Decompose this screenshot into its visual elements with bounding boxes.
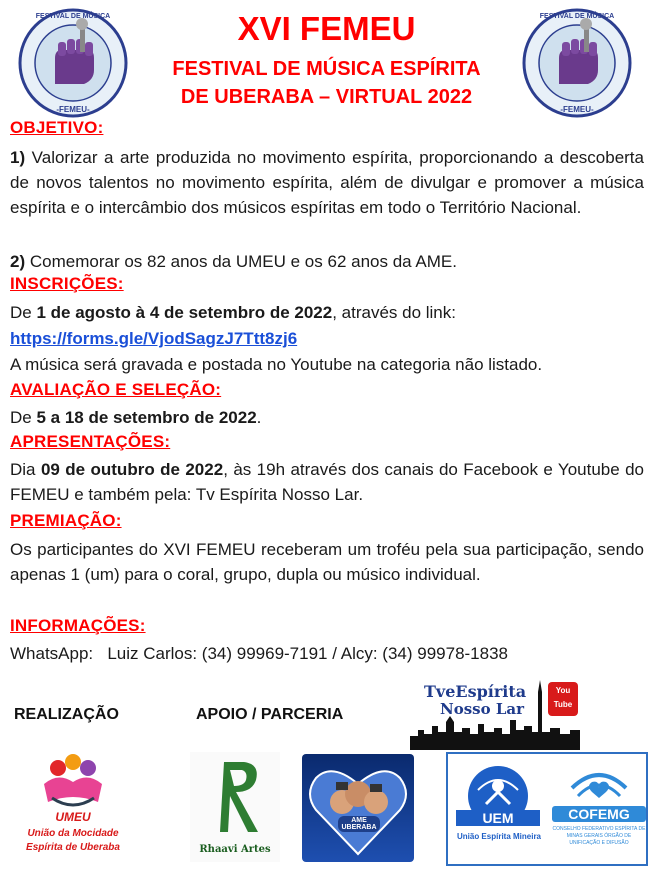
tv-espirita-logo — [410, 672, 580, 750]
page-title: XVI FEMEU — [237, 10, 416, 47]
item-text: Comemorar os 82 anos da UMEU e os 62 anos da AME. — [29, 252, 457, 271]
text-prefix: De — [10, 408, 32, 427]
subtitle-line-2: DE UBERABA – VIRTUAL 2022 — [180, 86, 473, 108]
umeu-line-2: Espírita de Uberaba — [26, 842, 120, 853]
objetivo-item-2 — [10, 249, 644, 274]
tv-espirita-line-1: TveEspírita — [424, 682, 527, 701]
item-number: 2) — [10, 252, 26, 271]
tv-espirita-line-2: Nosso Lar — [440, 700, 525, 718]
subtitle-line-1: FESTIVAL DE MÚSICA ESPÍRITA — [172, 58, 481, 80]
cofemg-name: COFEMG — [552, 806, 646, 822]
svg-text:-FEMEU-: -FEMEU- — [56, 105, 90, 114]
item-text: Valorizar a arte produzida no movimento espírita, proporcionando a descoberta de novos talentos no movimento espírita, além de divulgar e promover a música espírita e o intercâmbio dos músicos espíritas em todo o Território Nacional. — [10, 148, 644, 217]
umeu-logo — [18, 752, 128, 862]
inscricoes-text — [10, 300, 644, 325]
heart-portraits-icon — [302, 754, 414, 862]
inscricoes-note: A música será gravada e postada no Youtube na categoria não listado. — [10, 355, 543, 374]
registration-dates: 1 de agosto à 4 de setembro de 2022 — [36, 303, 333, 322]
premiacao-heading: PREMIAÇÃO: — [10, 511, 122, 530]
svg-text:-FEMEU-: -FEMEU- — [560, 105, 594, 114]
svg-text:FESTIVAL DE MÚSICA: FESTIVAL DE MÚSICA — [539, 13, 615, 20]
cofemg-subtitle: CONSELHO FEDERATIVO ESPÍRITA DE MINAS GERAIS ÓRGÃO DE UNIFICAÇÃO E DIFUSÃO — [552, 826, 646, 846]
uem-subtitle: União Espírita Mineira — [456, 832, 542, 841]
rhaavi-artes-logo — [190, 752, 280, 862]
ame-uberaba-logo — [302, 754, 414, 862]
text-suffix: , através do link: — [332, 303, 456, 322]
text-suffix: , às 19h através dos canais do Facebook e Youtube do FEMEU e também pela: Tv Espírita Nosso Lar. — [10, 460, 645, 504]
realizacao-label: REALIZAÇÃO — [14, 706, 119, 723]
premiacao-text: Os participantes do XVI FEMEU receberam um troféu pela sua participação, sendo apenas 1 (um) para o coral, grupo, dupla ou músico individual. — [10, 540, 644, 584]
objetivo-heading: OBJETIVO: — [10, 118, 104, 137]
item-number: 1) — [10, 148, 26, 167]
evaluation-dates: 5 a 18 de setembro de 2022 — [36, 408, 257, 427]
youtube-text: You Tube — [553, 686, 573, 709]
apoio-label: APOIO / PARCERIA — [196, 706, 344, 723]
inscricoes-heading: INSCRIÇÕES: — [10, 274, 124, 293]
ame-text: AME UBERABA — [338, 816, 380, 832]
umeu-line-1: União da Mocidade — [27, 828, 119, 839]
registration-form-link[interactable]: https://forms.gle/VjodSagzJ7Ttt8zj6 — [10, 329, 298, 348]
apresentacoes-heading: APRESENTAÇÕES: — [10, 432, 171, 451]
cofemg-emblem-icon — [564, 768, 634, 804]
informacoes-text: WhatsApp: Luiz Carlos: (34) 99969-7191 / Alcy: (34) 99978-1838 — [10, 644, 509, 663]
rhaavi-text: Rhaavi Artes — [199, 844, 271, 855]
text-prefix: Dia — [10, 460, 36, 479]
apresentacoes-text — [10, 457, 644, 507]
text-prefix: De — [10, 303, 32, 322]
uem-cofemg-box — [446, 752, 648, 866]
informacoes-heading: INFORMAÇÕES: — [10, 616, 146, 635]
presentation-date: 09 de outubro de 2022 — [40, 460, 224, 479]
youtube-badge — [548, 682, 578, 716]
inscricoes-link-line — [10, 326, 644, 351]
umeu-name: UMEU — [55, 810, 91, 824]
objetivo-item-1 — [10, 145, 644, 220]
svg-text:FESTIVAL DE MÚSICA: FESTIVAL DE MÚSICA — [35, 13, 111, 20]
umeu-figures-icon — [18, 752, 128, 814]
avaliacao-text — [10, 405, 644, 430]
rhaavi-r-icon — [190, 752, 280, 838]
uem-name: UEM — [456, 810, 540, 826]
avaliacao-heading: AVALIAÇÃO E SELEÇÃO: — [10, 380, 222, 399]
text-suffix: . — [256, 408, 262, 427]
